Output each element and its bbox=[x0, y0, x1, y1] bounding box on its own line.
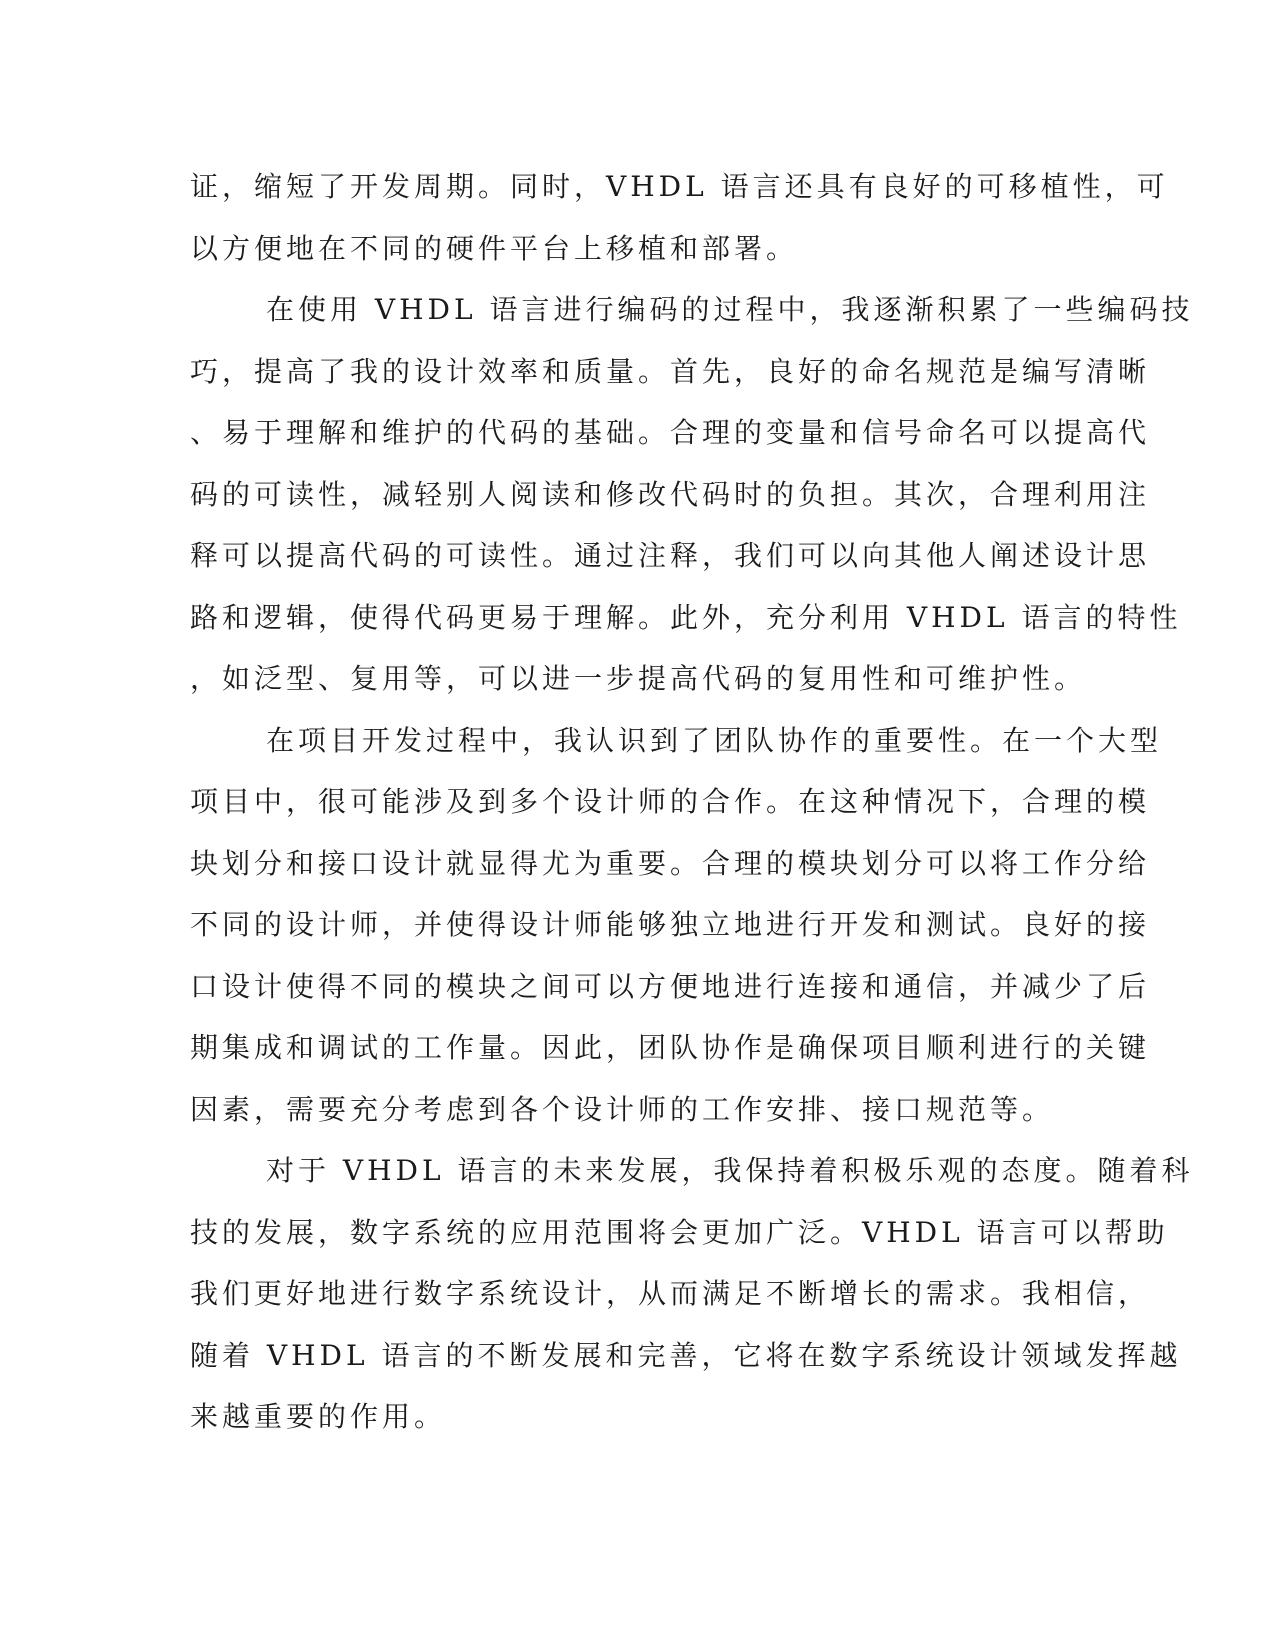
text-line: 路和逻辑，使得代码更易于理解。此外，充分利用 VHDL 语言的特性 bbox=[190, 600, 1182, 634]
text-line: 我们更好地进行数字系统设计，从而满足不断增长的需求。我相信， bbox=[190, 1277, 1151, 1310]
text-line: 释可以提高代码的可读性。通过注释，我们可以向其他人阐述设计思 bbox=[190, 539, 1151, 572]
text-line: 不同的设计师，并使得设计师能够独立地进行开发和测试。良好的接 bbox=[190, 908, 1151, 941]
text-line: 随着 VHDL 语言的不断发展和完善，它将在数字系统设计领域发挥越 bbox=[190, 1338, 1182, 1372]
paragraph-first-line: 在使用 VHDL 语言进行编码的过程中，我逐渐积累了一些编码技 bbox=[266, 293, 1194, 326]
text-line: 口设计使得不同的模块之间可以方便地进行连接和通信，并减少了后 bbox=[190, 969, 1151, 1003]
paragraph-first-line: 在项目开发过程中，我认识到了团队协作的重要性。在一个大型 bbox=[266, 723, 1163, 757]
text-line: 证，缩短了开发周期。同时，VHDL 语言还具有良好的可移植性，可 bbox=[190, 170, 1169, 203]
text-line: 因素，需要充分考虑到各个设计师的工作安排、接口规范等。 bbox=[190, 1092, 1055, 1126]
text-line: 以方便地在不同的硬件平台上移植和部署。 bbox=[190, 231, 799, 265]
text-line: 巧，提高了我的设计效率和质量。首先，良好的命名规范是编写清晰 bbox=[190, 354, 1151, 388]
paragraph-first-line: 对于 VHDL 语言的未来发展，我保持着积极乐观的态度。随着科 bbox=[266, 1154, 1194, 1187]
text-line: ，如泛型、复用等，可以进一步提高代码的复用性和可维护性。 bbox=[190, 662, 1087, 695]
text-line: 、易于理解和维护的代码的基础。合理的变量和信号命名可以提高代 bbox=[190, 416, 1151, 449]
text-line: 来越重要的作用。 bbox=[190, 1400, 447, 1433]
text-line: 项目中，很可能涉及到多个设计师的合作。在这种情况下，合理的模 bbox=[190, 785, 1151, 818]
document-body bbox=[190, 156, 1194, 1448]
text-line: 块划分和接口设计就显得尤为重要。合理的模块划分可以将工作分给 bbox=[190, 846, 1151, 880]
text-line: 技的发展，数字系统的应用范围将会更加广泛。VHDL 语言可以帮助 bbox=[190, 1215, 1169, 1249]
text-line: 期集成和调试的工作量。因此，团队协作是确保项目顺利进行的关键 bbox=[190, 1031, 1151, 1064]
text-line: 码的可读性，减轻别人阅读和修改代码时的负担。其次，合理利用注 bbox=[190, 477, 1151, 511]
